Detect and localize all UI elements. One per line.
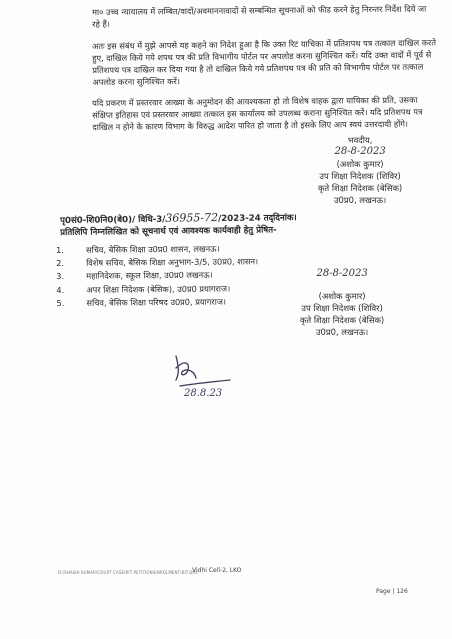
signature-block-2: [300, 268, 384, 338]
reference-block: [60, 210, 420, 239]
recipient-list: [56, 242, 259, 310]
cell-footer: Vidhi Cell-2, LKO: [192, 567, 242, 574]
copy-to-line: प्रतिलिपि निम्नलिखित को सूचनार्थ एवं आवश्यक कार्यवाही हेतु प्रेषित-: [60, 225, 277, 238]
signatory-name: (अशोक कुमार): [336, 159, 384, 169]
salutation: भवदीय,: [347, 135, 373, 145]
handwritten-dispatch-number: 36955-72: [165, 211, 219, 225]
list-item: 4. अपर शिक्षा निदेशक (बेसिक), उ0प्र0 प्रयागराज।: [56, 283, 231, 295]
reference-prefix: पृ0सं0-शि0नि0(बे0)/ विधि-3/: [60, 214, 166, 226]
list-item: 3. महानिदेशक, स्कूल शिक्षा, उ0प्र0 लखनऊ।: [56, 270, 213, 282]
signatory-designation: उप शिक्षा निदेशक (शिविर): [301, 303, 383, 313]
signatory-office: कृते शिक्षा निदेशक (बेसिक): [300, 315, 385, 325]
signatory-office: कृते शिक्षा निदेशक (बेसिक): [318, 183, 403, 193]
page-number: Page | 126: [376, 588, 408, 595]
handwritten-initials: [170, 350, 240, 404]
paragraph-3: यदि प्रकरण में प्रस्तरवार आख्या के अनुमोदन की आवश्यकता हो तो विशेष वाहक द्वारा याचिका की प्रति, उसका संक्षिप्त इतिहास एवं प्रस्तरवार आख्या तत्काल इस कार्यालय को उपलब्ध कराना सुनिश्चित करें। यदि प्रतिशपथ पत्र दाखिल न होने के कारण विभाग के विरुद्ध आदेश पारित हो जाता है तो इसके लिए आप स्वयं उत्तरदायी होंगे।: [92, 94, 423, 132]
reference-suffix: /2023-24 तद्‌दिनांक।: [218, 213, 297, 225]
list-item: 2. विशेष सचिव, बेसिक शिक्षा अनुभाग-3/5, उ0प्र0, शासन।: [56, 256, 259, 269]
signatory-place: उ0प्र0, लखनऊ।: [333, 195, 387, 205]
list-item: 5. सचिव, बेसिक शिक्षा परिषद उ0प्र0, प्रयागराज।: [56, 296, 227, 308]
initials-date: 28.8.23: [184, 388, 223, 399]
handwritten-signature-date: 28-8-2023: [316, 268, 368, 279]
signatory-designation: उप शिक्षा निदेशक (शिविर): [319, 171, 401, 181]
signatory-place: उ0प्र0, लखनऊ।: [315, 327, 369, 337]
initials-scribble-icon: [170, 350, 240, 400]
signatory-name: (अशोक कुमार): [318, 291, 366, 301]
paragraph-1: मा० उच्च न्यायालय में लम्बित/वादों/अवमाननावादों से सम्बन्धित सूचनाओं को फीड करने हेतु निरन्तर निर्देश दिये जा रहे हैं।: [92, 3, 427, 29]
file-path-footer: D:\SHASHI KUMAR\COURT CASE\RIT PETITION\ENROLMENT\RIT.DOC: [58, 570, 199, 575]
list-item: 1. सचिव, बेसिक शिक्षा उ0प्र0 शासन, लखनऊ।: [56, 243, 220, 255]
handwritten-signature-date: 28-8-2023: [334, 146, 386, 157]
signature-block-1: [318, 134, 402, 206]
paragraph-2: अतः इस संबंध में मुझे आपसे यह कहने का निदेश हुआ है कि उक्त रिट याचिका में प्रतिशपथ पत्र तत्काल दाखिल करते हुए, दाखिल किये गये शपथ पत्र की प्रति विभागीय पोर्टल पर अपलोड करना सुनिश्चित करें। यदि उक्त वादों में पूर्व से प्रतिशपथ पत्र दाखिल कर दिया गया है तो दाखिल किये गये प्रतिशपथ पत्र की प्रति को विभागीय पोर्टल पर तत्काल अपलोड करना सुनिश्चित करें।: [92, 37, 437, 87]
